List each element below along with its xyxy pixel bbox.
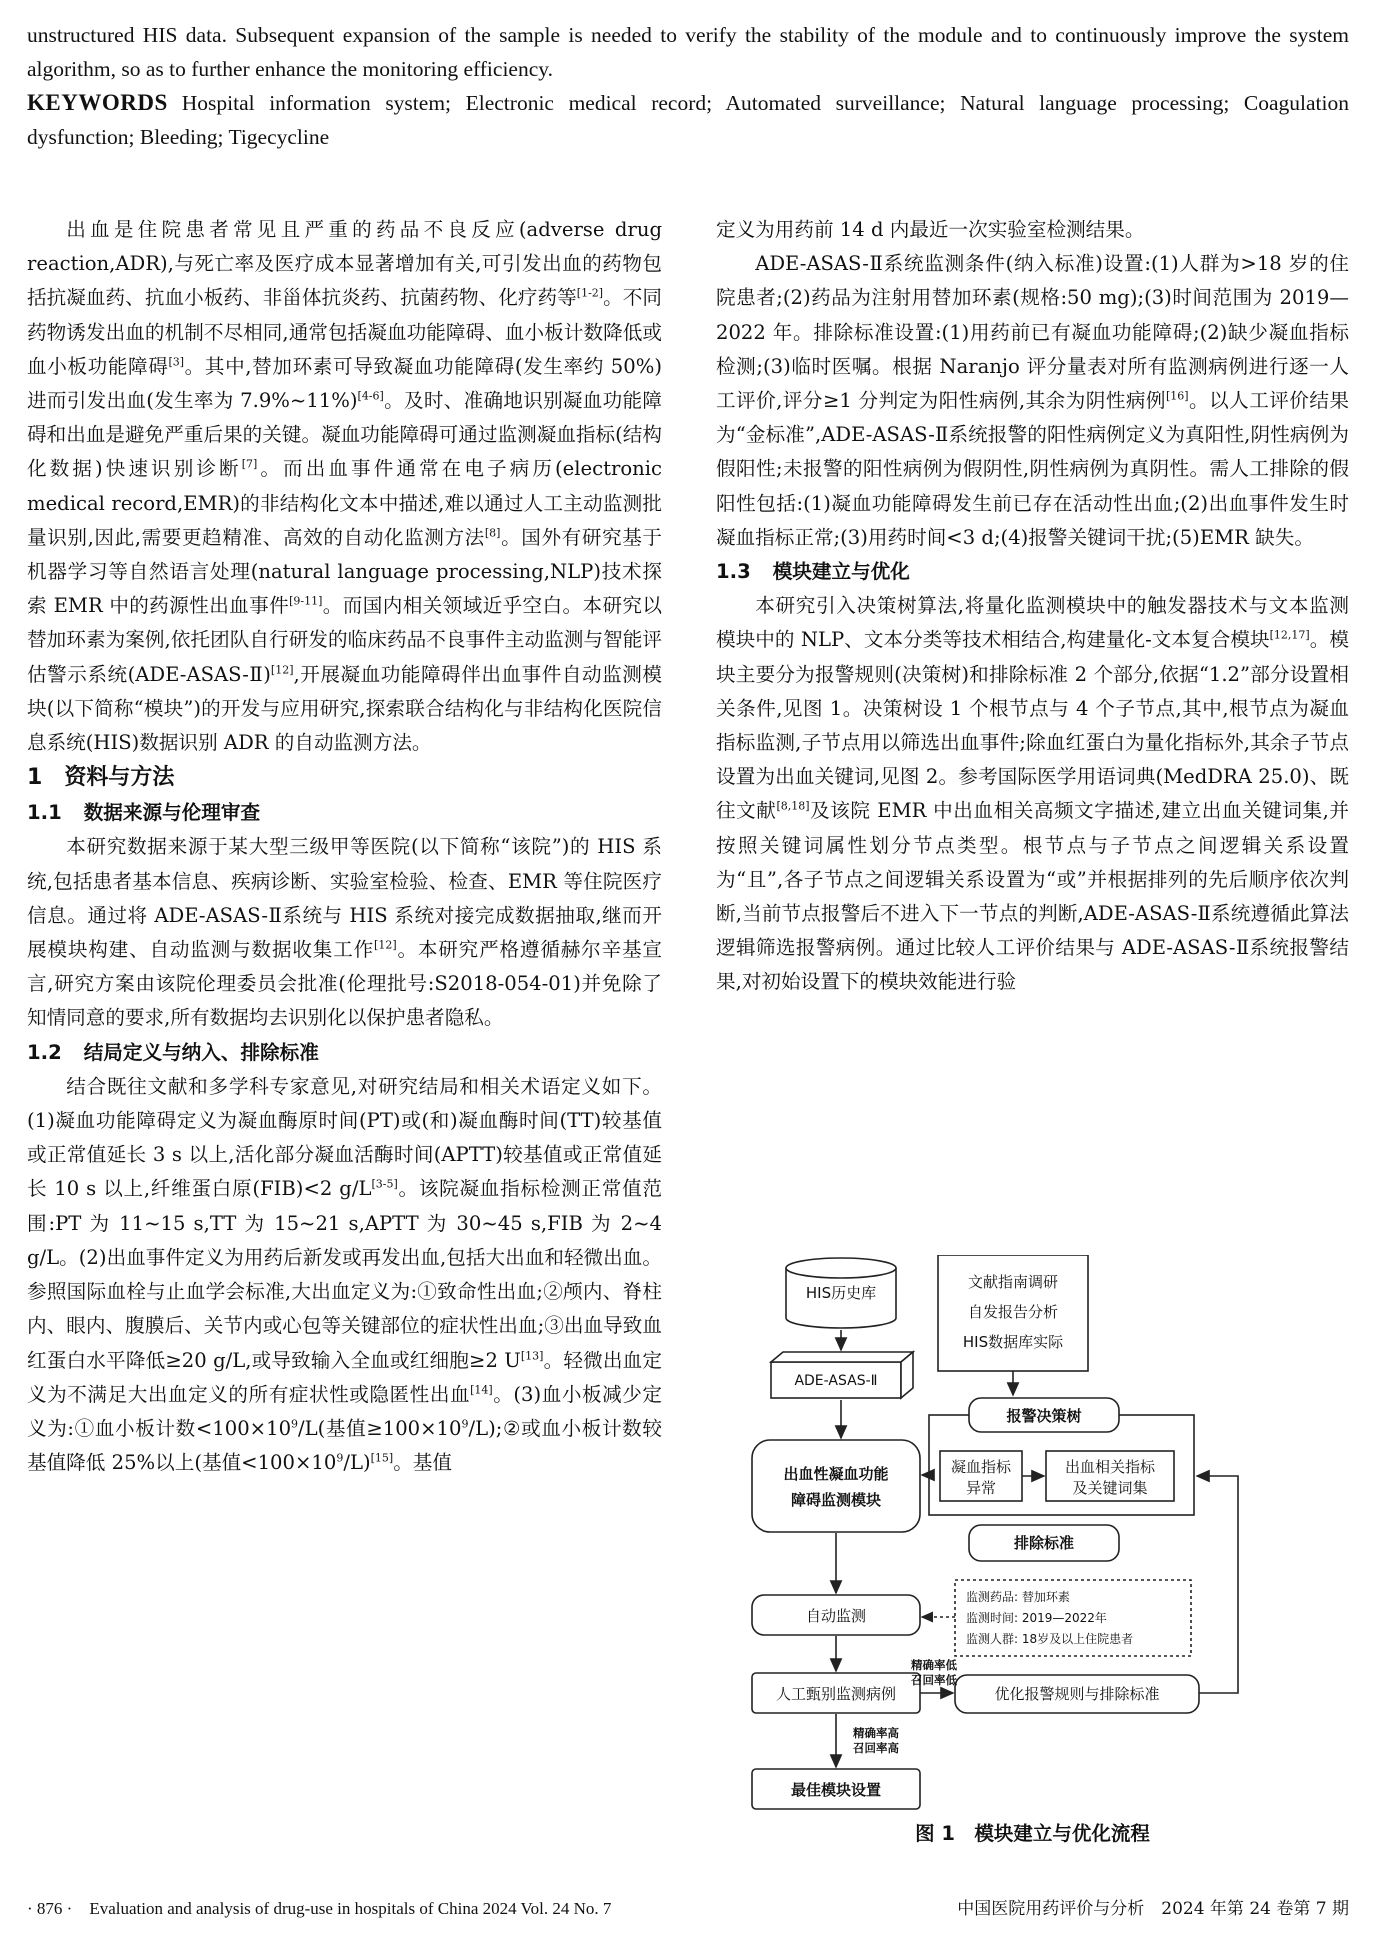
module-node	[752, 1440, 920, 1532]
tree-label: 报警决策树	[1006, 1407, 1082, 1425]
paragraph-continuation: 定义为用药前 14 d 内最近一次实验室检测结果。	[716, 218, 1145, 241]
coag-label-2: 异常	[965, 1479, 997, 1497]
intro-paragraph: 出血是住院患者常见且严重的药品不良反应(adverse drug reaction,ADR),与死亡率及医疗成本显著增加有关,可引发出血的药物包括抗凝血药、抗血小板药、非甾体抗炎药、抗菌药物、化疗药等[1-2]。不同药物诱发出血的机制不尽相同,通常包括凝血功能障碍、血小板计数降低或血小板功能障碍[3]。其中,替加环素可导致凝血功能障碍(发生率约 50%)进而引发出血(发生率为 7.9%~11%)[4-6]。及时、准确地识别凝血功能障碍和出血是避免严重后果的关键。凝血功能障碍可通过监测凝血指标(结构化数据)快速识别诊断[7]。而出血事件通常在电子病历(electronic medical record,EMR)的非结构化文本中描述,难以通过人工主动监测批量识别,因此,需要更趋精准、高效的自动化监测方法[8]。国外有研究基于机器学习等自然语言处理(natural language processing,NLP)技术探索 EMR 中的药源性出血事件[9-11]。而国内相关领域近乎空白。本研究以替加环素为案例,依托团队自行研发的临床药品不良事件主动监测与智能评估警示系统(ADE-ASAS-Ⅱ)[12],开展凝血功能障碍伴出血事件自动监测模块(以下简称“模块”)的开发与应用研究,探索联合结构化与非结构化医院信息系统(HIS)数据识别 ADR 的自动监测方法。	[27, 218, 663, 755]
high-precision: 精确率高	[853, 1726, 899, 1740]
monitor-drug: 监测药品: 替加环素	[966, 1590, 1070, 1604]
coag-label-1: 凝血指标	[950, 1458, 1012, 1476]
paragraph-1-3: 本研究引入决策树算法,将量化监测模块中的触发器技术与文本监测模块中的 NLP、文本分类等技术相结合,构建量化-文本复合模块[12,17]。模块主要分为报警规则(决策树)和排除标准 2 个部分,依据“1.2”部分设置相关条件,见图 1。决策树设 1 个根节点与 4 个子节点,其中,根节点为凝血指标监测,子节点用以筛选出血事件;除血红蛋白为量化指标外,其余子节点设置为出血关键词,见图 2。参考国际医学用语词典(MedDRA 25.0)、既往文献[8,18]及该院 EMR 中出血相关高频文字描述,建立出血关键词集,并按照关键词属性划分节点类型。根节点与子节点之间逻辑关系设置为“且”,各子节点之间逻辑关系设置为“或”并根据排列的先后顺序依次判断,当前节点报警后不进入下一节点的判断,ADE-ASAS-Ⅱ系统遵循此算法逻辑筛选报警病例。通过比较人工评价结果与 ADE-ASAS-Ⅱ系统报警结果,对初始设置下的模块效能进行验	[716, 594, 1350, 994]
right-column	[716, 213, 1349, 1000]
section-heading-1-3: 1.3 模块建立与优化	[716, 560, 910, 584]
exclude-label: 排除标准	[1013, 1534, 1075, 1552]
best-label: 最佳模块设置	[790, 1781, 882, 1799]
figure-1-flowchart	[716, 1255, 1349, 1820]
high-recall: 召回率高	[853, 1741, 899, 1755]
manual-label: 人工甄别监测病例	[775, 1685, 897, 1703]
section-heading-1-1: 1.1 数据来源与伦理审查	[27, 801, 261, 825]
footer-left: · 876 · Evaluation and analysis of drug-use in hospitals of China 2024 Vol. 24 No. 7	[27, 1899, 612, 1918]
keywords-text: Hospital information system; Electronic medical record; Automated surveillance; Natural language processing; Coagulation dysfunction; Bleeding; Tigecycline	[27, 91, 1349, 149]
auto-label: 自动监测	[805, 1607, 867, 1625]
his-label: HIS历史库	[805, 1284, 877, 1302]
opt-label: 优化报警规则与排除标准	[994, 1685, 1160, 1703]
figure-caption: 图 1 模块建立与优化流程	[915, 1822, 1150, 1845]
module-label-1: 出血性凝血功能	[783, 1465, 889, 1483]
lit-label-2: 自发报告分析	[967, 1303, 1059, 1321]
monitor-pop: 监测人群: 18岁及以上住院患者	[966, 1632, 1134, 1646]
lit-label-1: 文献指南调研	[967, 1273, 1059, 1291]
monitor-time: 监测时间: 2019—2022年	[966, 1611, 1107, 1625]
section-heading-1-2: 1.2 结局定义与纳入、排除标准	[27, 1040, 319, 1064]
bleed-label-1: 出血相关指标	[1064, 1458, 1156, 1476]
paragraph-1-1: 本研究数据来源于某大型三级甲等医院(以下简称“该院”)的 HIS 系统,包括患者基本信息、疾病诊断、实验室检验、检查、EMR 等住院医疗信息。通过将 ADE-ASAS-Ⅱ系统与 HIS 系统对接完成数据抽取,继而开展模块构建、自动监测与数据收集工作[12]。本研究严格遵循赫尔辛基宣言,研究方案由该院伦理委员会批准(伦理批号:S2018-054-01)并免除了知情同意的要求,所有数据均去识别化以保护患者隐私。	[27, 835, 663, 1030]
abstract-tail: unstructured HIS data. Subsequent expansion of the sample is needed to verify the stability of the module and to continuously improve the system algorithm, so as to further enhance the monitoring efficiency.	[27, 23, 1349, 81]
ade-label: ADE-ASAS-Ⅱ	[794, 1373, 878, 1389]
keywords-line	[27, 86, 1349, 154]
module-label-2: 障碍监测模块	[790, 1491, 882, 1509]
low-precision: 精确率低	[911, 1658, 957, 1672]
bleed-label-2: 及关键词集	[1072, 1479, 1148, 1497]
keywords-label: KEYWORDS	[27, 90, 168, 115]
footer-right: 中国医院用药评价与分析 2024 年第 24 卷第 7 期	[957, 1899, 1349, 1919]
section-heading-1: 1 资料与方法	[27, 765, 175, 791]
paragraph-1-2: 结合既往文献和多学科专家意见,对研究结局和相关术语定义如下。(1)凝血功能障碍定义为凝血酶原时间(PT)或(和)凝血酶时间(TT)较基值或正常值延长 3 s 以上,活化部分凝血活酶时间(APTT)较基值或正常值延长 10 s 以上,纤维蛋白原(FIB)<2 g/L[3-5]。该院凝血指标检测正常值范围:PT 为 11~15 s,TT 为 15~21 s,APTT 为 30~45 s,FIB 为 2~4 g/L。(2)出血事件定义为用药后新发或再发出血,包括大出血和轻微出血。参照国际血栓与止血学会标准,大出血定义为:①致命性出血;②颅内、脊柱内、眼内、腹膜后、关节内或心包等关键部位的症状性出血;③出血导致血红蛋白水平降低≥20 g/L,或导致输入全血或红细胞≥2 U[13]。轻微出血定义为不满足大出血定义的所有症状性或隐匿性出血[14]。(3)血小板减少定义为:①血小板计数$<100\times 10^9/L$(基值$\ge 100\times 10^9/L);②$或血小板计数较基值降低 25%以上(基值$<100\times 10^9/L)[15]$。基值	[27, 1074, 662, 1475]
left-column	[27, 213, 662, 1480]
abstract-tail-block	[27, 18, 1349, 154]
low-recall: 召回率低	[911, 1673, 957, 1687]
paragraph-criteria: ADE-ASAS-Ⅱ系统监测条件(纳入标准)设置:(1)人群为>18 岁的住院患者;(2)药品为注射用替加环素(规格:50 mg);(3)时间范围为 2019—2022 年。排除标准设置:(1)用药前已有凝血功能障碍;(2)缺少凝血指标检测;(3)临时医嘱。根据 Naranjo 评分量表对所有监测病例进行逐一人工评价,评分≥1 分判定为阳性病例,其余为阴性病例[16]。以人工评价结果为“金标准”,ADE-ASAS-Ⅱ系统报警的阳性病例定义为真阳性,阴性病例为假阳性;未报警的阳性病例为假阴性,阴性病例为真阴性。需人工排除的假阳性包括:(1)凝血功能障碍发生前已存在活动性出血;(2)出血事件发生时凝血指标正常;(3)用药时间<3 d;(4)报警关键词干扰;(5)EMR 缺失。	[716, 252, 1349, 549]
lit-label-3: HIS数据库实际	[962, 1333, 1064, 1351]
